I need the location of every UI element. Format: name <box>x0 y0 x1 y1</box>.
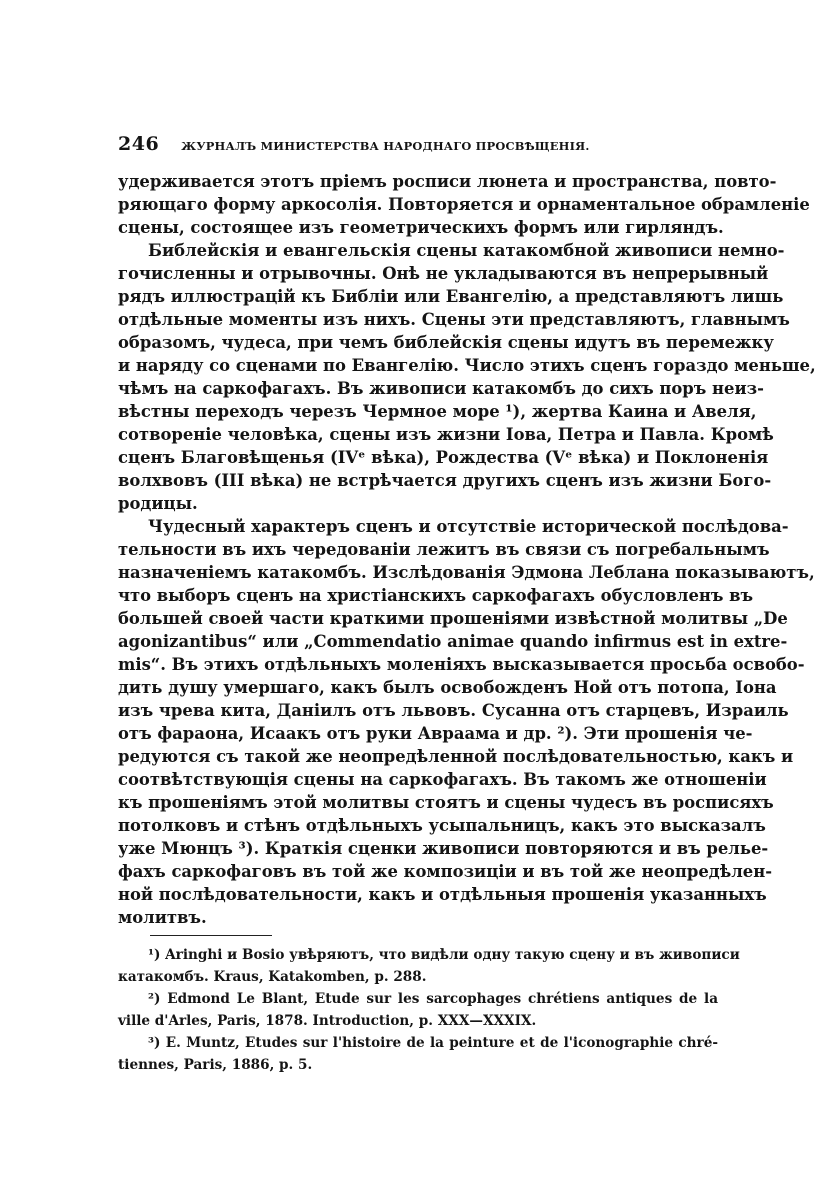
text-line: Чудесный характеръ сценъ и отсутствіе исторической послѣдова- <box>148 517 789 536</box>
text-line: потолковъ и стѣнъ отдѣльныхъ усыпальницъ, какъ это высказалъ <box>118 816 766 835</box>
footnote-line: ³) E. Muntz, Etudes sur l'histoire de la peinture et de l'iconographie chré- <box>148 1035 718 1051</box>
text-line: гочисленны и отрывочны. Онѣ не укладываются въ непрерывный <box>118 264 769 283</box>
text-line: agonizantibus“ или „Commendatio animae quando infirmus est in extre- <box>118 632 788 651</box>
footnotes <box>118 944 740 1076</box>
text-line: ряющаго форму аркосолія. Повторяется и орнаментальное обрамленіе <box>118 195 810 214</box>
text-line: чѣмъ на саркофагахъ. Въ живописи катакомбъ до сихъ поръ неиз- <box>118 379 764 398</box>
text-line: сотвореніе человѣка, сцены изъ жизни Іова, Петра и Павла. Кромѣ <box>118 425 774 444</box>
text-line: волхвовъ (III вѣка) не встрѣчается другихъ сценъ изъ жизни Бого- <box>118 471 772 490</box>
text-line: къ прошеніямъ этой молитвы стоятъ и сцены чудесъ въ росписяхъ <box>118 793 774 812</box>
text-line: рядъ иллюстрацій къ Библіи или Евангелію, а представляютъ лишь <box>118 287 784 306</box>
text-line: Библейскія и евангельскія сцены катакомбной живописи немно- <box>148 241 785 260</box>
text-line: что выборъ сценъ на христіанскихъ саркофагахъ обусловленъ въ <box>118 586 754 605</box>
text-line: mis“. Въ этихъ отдѣльныхъ моленіяхъ высказывается просьба освобо- <box>118 655 805 674</box>
footnote-line: tiennes, Paris, 1886, p. 5. <box>118 1057 313 1073</box>
text-line: удерживается этотъ пріемъ росписи люнета и пространства, повто- <box>118 172 777 191</box>
text-line: сцены, состоящее изъ геометрическихъ формъ или гирляндъ. <box>118 218 724 237</box>
footnote-line: ²) Edmond Le Blant, Etude sur les sarcophages chrétiens antiques de la <box>148 991 718 1007</box>
footnote-rule <box>150 935 272 936</box>
footnote-line: ¹) Aringhi и Bosio увѣряютъ, что видѣли одну такую сцену и въ живописи <box>148 947 740 963</box>
text-line: ной послѣдовательности, какъ и отдѣльныя прошенія указанныхъ <box>118 885 767 904</box>
text-line: молитвъ. <box>118 908 207 927</box>
text-line: большей своей части краткими прошеніями извѣстной молитвы „De <box>118 609 788 628</box>
text-line: тельности въ ихъ чередованіи лежитъ въ связи съ погребальнымъ <box>118 540 770 559</box>
footnote-line: ville d'Arles, Paris, 1878. Introduction, p. XXX—XXXIX. <box>118 1013 537 1029</box>
text-line: уже Мюнцъ ³). Краткія сценки живописи повторяются и въ релье- <box>118 839 769 858</box>
text-line: отдѣльные моменты изъ нихъ. Сцены эти представляютъ, главнымъ <box>118 310 790 329</box>
text-line: фахъ саркофаговъ въ той же композиціи и въ той же неопредѣлен- <box>118 862 773 881</box>
text-line: вѣстны переходъ черезъ Чермное море ¹), жертва Каина и Авеля, <box>118 402 757 421</box>
journal-title: ЖУРНАЛЪ МИНИСТЕРСТВА НАРОДНАГО ПРОСВѢЩЕНІЯ. <box>181 139 590 153</box>
text-line: дить душу умершаго, какъ былъ освобожденъ Ной отъ потопа, Іона <box>118 678 777 697</box>
text-line: отъ фараона, Исаакъ отъ руки Авраама и др. ²). Эти прошенія че- <box>118 724 753 743</box>
text-line: и наряду со сценами по Евангелію. Число этихъ сценъ гораздо меньше, <box>118 356 816 375</box>
text-line: изъ чрева кита, Даніилъ отъ львовъ. Сусанна отъ старцевъ, Израиль <box>118 701 789 720</box>
footnote-line: катакомбъ. Kraus, Katakomben, p. 288. <box>118 969 427 985</box>
text-line: образомъ, чудеса, при чемъ библейскія сцены идутъ въ перемежку <box>118 333 774 352</box>
running-head <box>118 133 718 155</box>
text-line: сценъ Благовѣщенья (IVᵉ вѣка), Рождества (Vᵉ вѣка) и Поклоненія <box>118 448 769 467</box>
body-text <box>118 170 816 929</box>
text-line: редуются съ такой же неопредѣленной послѣдовательностью, какъ и <box>118 747 794 766</box>
page-number: 246 <box>118 133 160 155</box>
text-line: соотвѣтствующія сцены на саркофагахъ. Въ такомъ же отношеніи <box>118 770 767 789</box>
text-line: назначеніемъ катакомбъ. Изслѣдованія Эдмона Леблана показываютъ, <box>118 563 815 582</box>
text-line: родицы. <box>118 494 198 513</box>
